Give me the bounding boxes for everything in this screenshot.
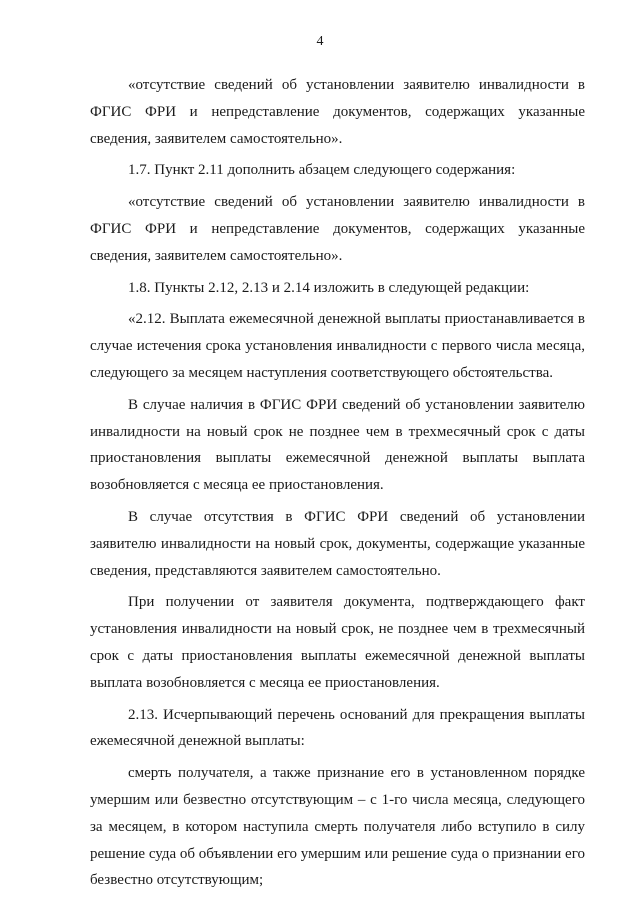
paragraph-1: «отсутствие сведений об установлении заявителю инвалидности в ФГИС ФРИ и непредставление документов, содержащих указанные сведения, заявителем самостоятельно». (90, 77, 585, 147)
paragraph-7: В случае отсутствия в ФГИС ФРИ сведений об установлении заявителю инвалидности на новый срок, документы, содержащие указанные сведения, представляются заявителем самостоятельно. (90, 508, 585, 579)
paragraph-10: смерть получателя, а также признание его в установленном порядке умершим или безвестно отсутствующим – с 1-го числа месяца, следующего за месяцем, в котором наступила смерть получателя либо вступило в силу решение суда об объявлении его умершим или решение суда о признании его безвестно отсутствующим; (90, 765, 585, 889)
document-body (90, 72, 585, 894)
page-number: 4 (316, 34, 324, 49)
paragraph-3: «отсутствие сведений об установлении заявителю инвалидности в ФГИС ФРИ и непредставление документов, содержащих указанные сведения, заявителем самостоятельно». (90, 194, 585, 264)
paragraph-2: 1.7. Пункт 2.11 дополнить абзацем следующего содержания: (128, 162, 516, 179)
paragraph-6: В случае наличия в ФГИС ФРИ сведений об установлении заявителю инвалидности на новый срок не позднее чем в трехмесячный срок с даты приостановления выплаты ежемесячной денежной выплаты выплата возобновляется с месяца ее приостановления. (90, 396, 585, 494)
paragraph-5: «2.12. Выплата ежемесячной денежной выплаты приостанавливается в случае истечения срока установления инвалидности с первого числа месяца, следующего за месяцем наступления соответствующего обстоятельства. (90, 311, 585, 381)
paragraph-9: 2.13. Исчерпывающий перечень оснований для прекращения выплаты ежемесячной денежной выплаты: (90, 706, 585, 750)
paragraph-4: 1.8. Пункты 2.12, 2.13 и 2.14 изложить в следующей редакции: (128, 279, 530, 296)
paragraph-8: При получении от заявителя документа, подтверждающего факт установления инвалидности на новый срок, не позднее чем в трехмесячный срок с даты приостановления выплаты ежемесячной денежной выплаты выплата возобновляется с месяца ее приостановления. (90, 594, 585, 691)
